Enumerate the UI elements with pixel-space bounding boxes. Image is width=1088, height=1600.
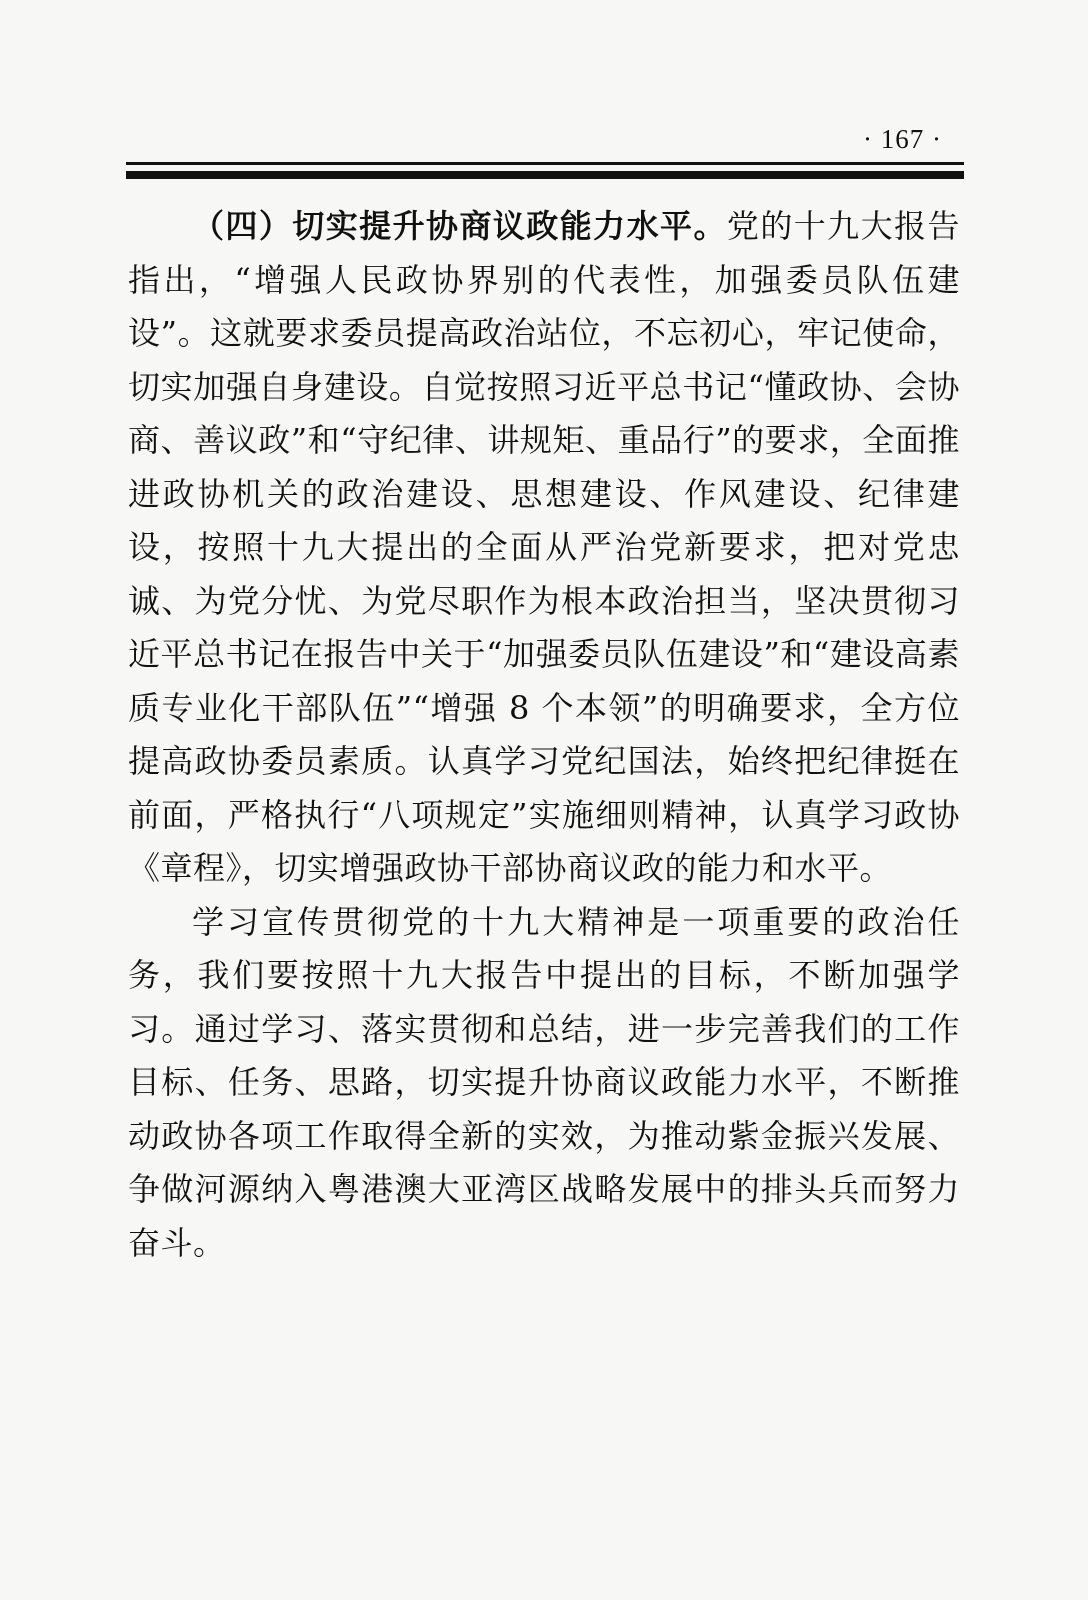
page-number: · 167 · [863,124,942,154]
paragraph-text: 学习宣传贯彻党的十九大精神是一项重要的政治任务，我们要按照十九大报告中提出的目标，不断加强学习。通过学习、落实贯彻和总结，进一步完善我们的工作目标、任务、思路，切实提升协商议政能力水平，不断推动政协各项工作取得全新的实效，为推动紫金振兴发展、争做河源纳入粤港澳大亚湾区战略发展中的排头兵而努力奋斗。 [128,902,960,1262]
page-header [126,120,964,180]
paragraph-2 [128,896,960,1271]
paragraph-1 [128,200,960,896]
header-rule-thick [126,171,964,179]
paragraph-text: 党的十九大报告指出，“增强人民政协界别的代表性，加强委员队伍建设”。这就要求委员提高政治站位，不忘初心，牢记使命，切实加强自身建设。自觉按照习近平总书记“懂政协、会协商、善议政”和“守纪律、讲规矩、重品行”的要求，全面推进政协机关的政治建设、思想建设、作风建设、纪律建设，按照十九大提出的全面从严治党新要求，把对党忠诚、为党分忧、为党尽职作为根本政治担当，坚决贯彻习近平总书记在报告中关于“加强委员队伍建设”和“建设高素质专业化干部队伍”“增强 8 个本领”的明确要求，全方位提高政协委员素质。认真学习党纪国法，始终把纪律挺在前面，严格执行“八项规定”实施细则精神，认真学习政协《章程》，切实增强政协干部协商议政的能力和水平。 [128,207,960,887]
header-rule-thin [126,162,964,165]
body-text [128,200,960,1270]
section-heading: （四）切实提升协商议政能力水平。 [192,207,727,245]
